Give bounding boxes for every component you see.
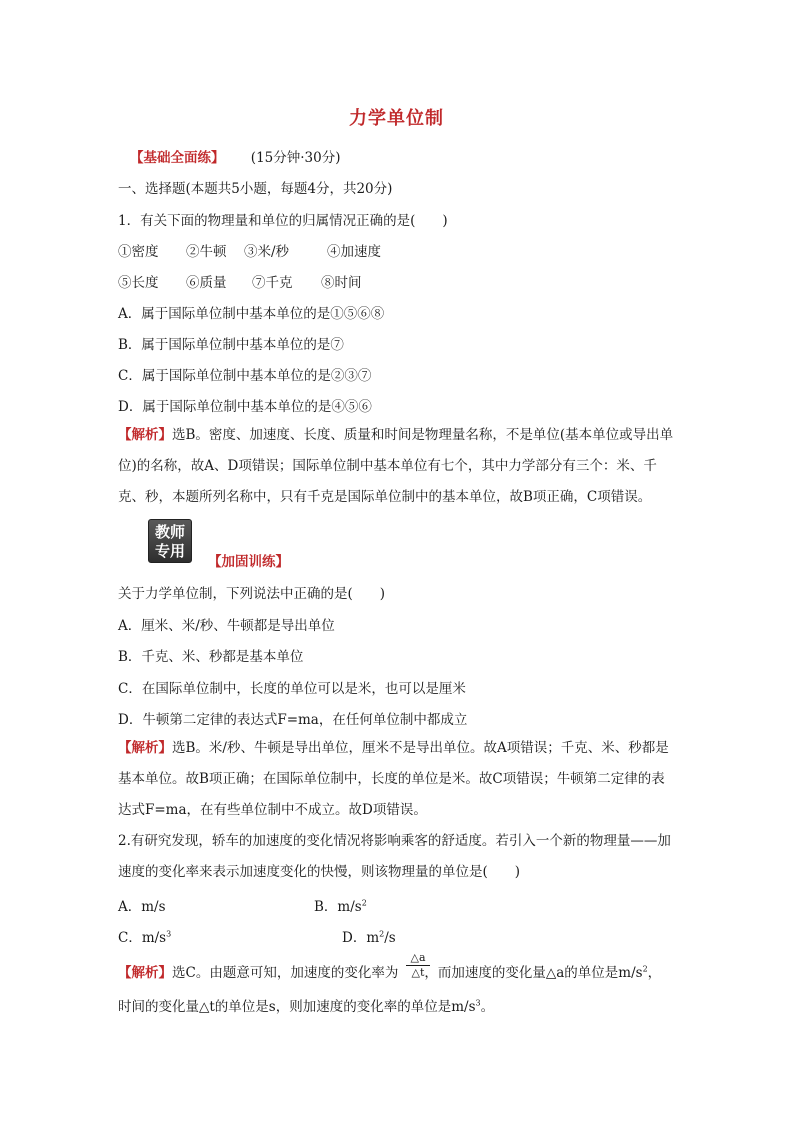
q1-item: ①密度: [118, 244, 159, 260]
q2-option-a: A．m/s: [118, 899, 166, 915]
section-tag: 【基础全面练】: [130, 150, 225, 166]
section-header: [130, 146, 340, 166]
q2-analysis-line1: 【解析】选C。由题意可知，加速度的变化率为 ，而加速度的变化量△a的单位是$m/s^2$，: [118, 964, 662, 981]
analysis-tag: 【解析】: [118, 427, 172, 443]
reinforce-option-b: B．千克、米、秒都是基本单位: [118, 649, 304, 665]
q2-stem: 2.有研究发现，轿车的加速度的变化情况将影响乘客的舒适度。若引入一个新的物理量——加速度的变化率来表示加速度变化的快慢，则该物理量的单位是( ): [118, 833, 671, 880]
q1-option-c: C．属于国际单位制中基本单位的是②③⑦: [118, 368, 372, 384]
q1-analysis: [118, 420, 678, 513]
q1-option-b: B．属于国际单位制中基本单位的是⑦: [118, 337, 344, 353]
reinforce-analysis: [118, 733, 678, 826]
q1-item: ②牛顿: [186, 244, 227, 260]
page-title: 力学单位制: [349, 108, 444, 129]
q1-items-row2: [118, 271, 362, 291]
part-heading: 一、选择题(本题共5小题，每题4分，共20分): [118, 181, 393, 197]
q1-item: ⑤长度: [118, 275, 159, 291]
q1-option-d: D．属于国际单位制中基本单位的是④⑤⑥: [118, 399, 372, 415]
q2-option-b: B．$m/s^2$: [314, 898, 367, 915]
analysis-tag: 【解析】: [118, 965, 172, 981]
reinforce-option-a: A．厘米、米/秒、牛顿都是导出单位: [118, 618, 335, 634]
q2-option-c: C．$m/s^3$: [118, 929, 172, 946]
q1-items-row1: [118, 240, 381, 260]
teacher-only-badge: 教师 专用: [148, 519, 192, 563]
q1-item: ⑥质量: [186, 275, 227, 291]
fraction-delta-a-over-delta-t: $\frac{\triangle a}{\triangle t}$: [406, 951, 430, 980]
reinforce-stem: 关于力学单位制，下列说法中正确的是( ): [118, 586, 386, 602]
analysis-tag: 【解析】: [118, 740, 172, 756]
q1-item: ⑧时间: [321, 275, 362, 291]
q1-item: ⑦千克: [252, 275, 293, 291]
section-time: (15分钟·30分): [250, 150, 341, 166]
analysis-text: 选B。米/秒、牛顿是导出单位，厘米不是导出单位。故A项错误；千克、米、秒都是基本单位。故B项正确；在国际单位制中，长度的单位是米。故C项错误；牛顿第二定律的表达式F=ma，在有些单位制中不成立。故D项错误。: [118, 740, 669, 818]
q1-stem: 1．有关下面的物理量和单位的归属情况正确的是( ): [118, 213, 448, 229]
reinforce-option-c: C．在国际单位制中，长度的单位可以是米，也可以是厘米: [118, 681, 466, 697]
q1-item: ④加速度: [327, 244, 381, 260]
q2-option-d: D．$m^2/s$: [342, 929, 396, 946]
analysis-text: 选B。密度、加速度、长度、质量和时间是物理量名称，不是单位(基本单位或导出单位)的名称，故A、D项错误；国际单位制中基本单位有七个，其中力学部分有三个：米、千克、秒，本题所列名称中，只有千克是国际单位制中的基本单位，故B项正确，C项错误。: [118, 427, 674, 505]
reinforce-option-d: D．牛顿第二定律的表达式F=ma，在任何单位制中都成立: [118, 712, 468, 728]
q2-analysis-line2: 时间的变化量△t的单位是s，则加速度的变化率的单位是$m/s^3$。: [118, 998, 495, 1015]
reinforce-tag: 【加固训练】: [208, 554, 289, 570]
q1-option-a: A．属于国际单位制中基本单位的是①⑤⑥⑧: [118, 306, 385, 322]
q1-item: ③米/秒: [244, 244, 290, 260]
